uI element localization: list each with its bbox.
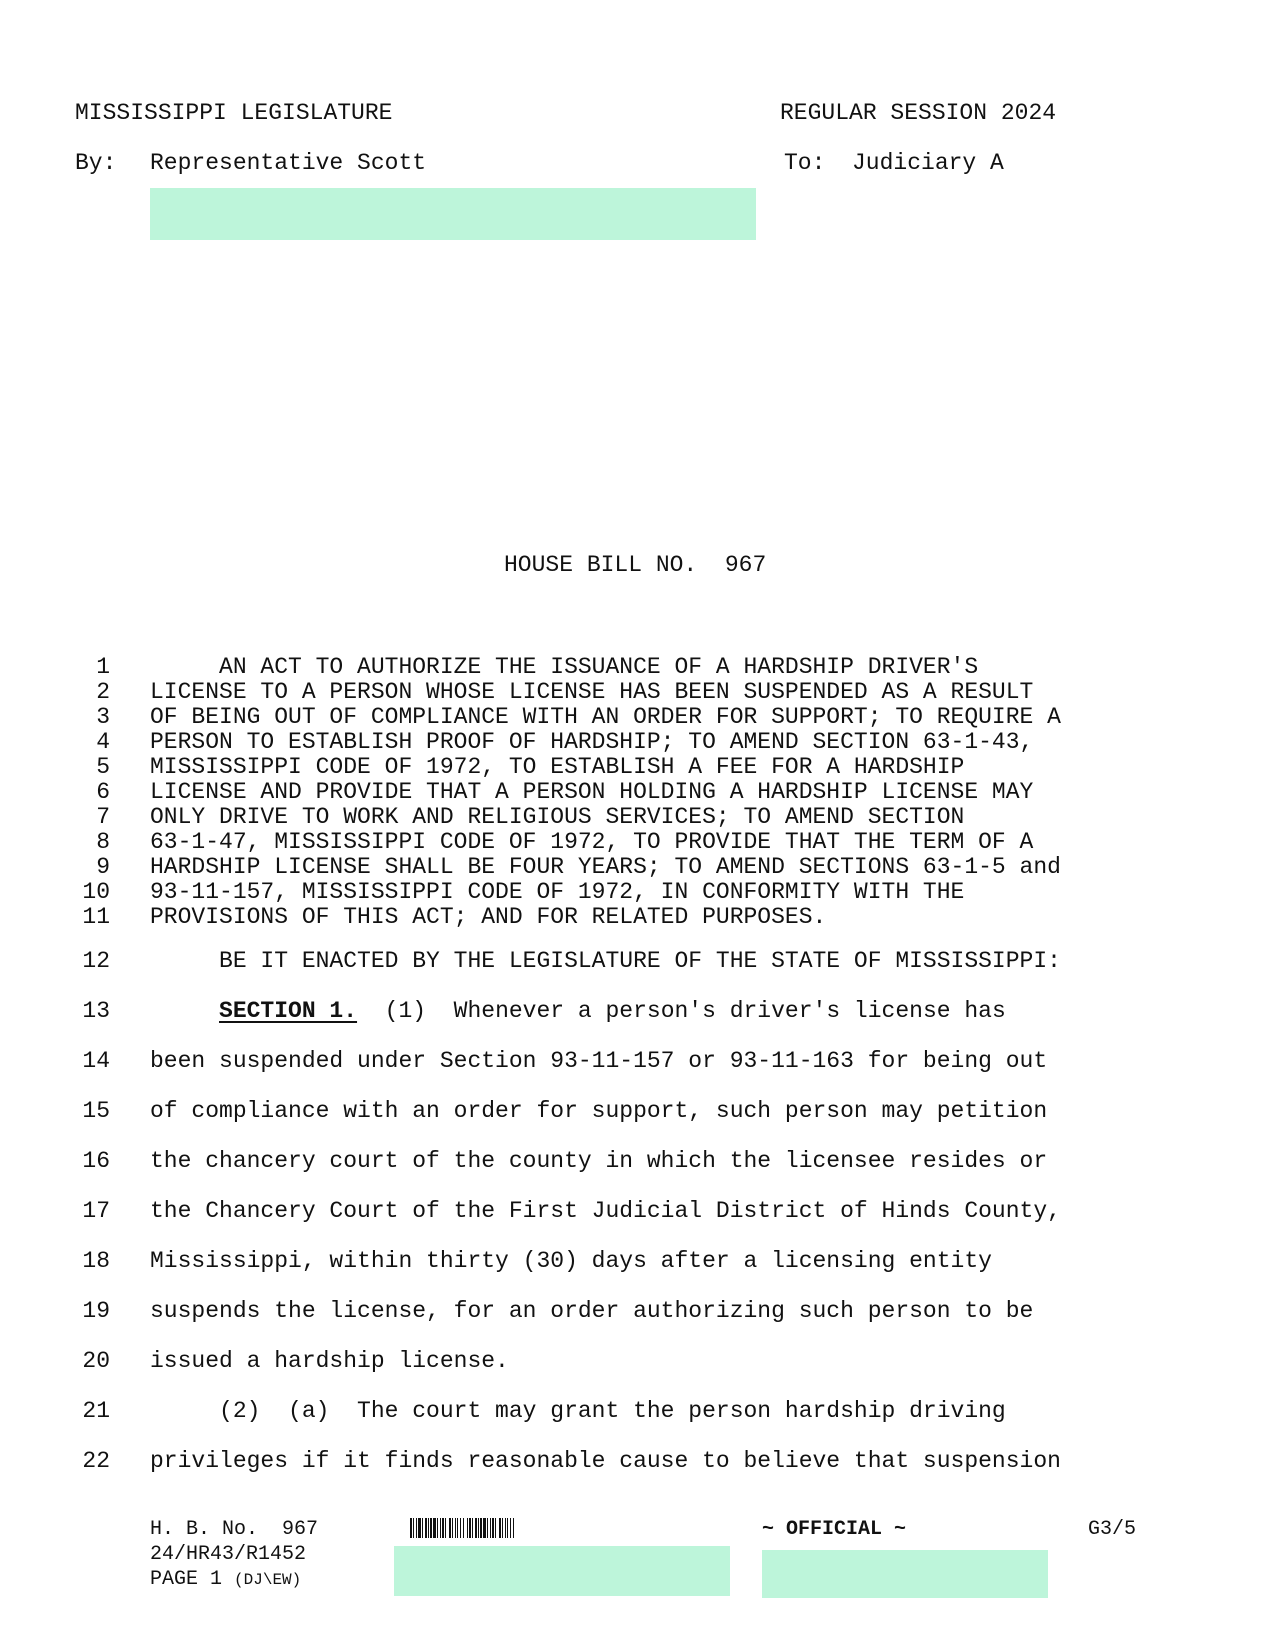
line-text: 93-11-157, MISSISSIPPI CODE OF 1972, IN CONFORMITY WITH THE bbox=[150, 879, 965, 905]
sponsor-name: Representative Scott bbox=[150, 150, 427, 176]
barcode-bar bbox=[502, 1518, 503, 1538]
line-number: 3 bbox=[96, 704, 110, 730]
line-text: privileges if it finds reasonable cause to believe that suspension bbox=[150, 1448, 1061, 1474]
footer-page-number: PAGE 1 bbox=[150, 1568, 223, 1591]
line-number: 16 bbox=[82, 1148, 110, 1174]
line-number: 13 bbox=[82, 998, 110, 1024]
line-number: 7 bbox=[96, 804, 110, 830]
line-number: 10 bbox=[82, 879, 110, 905]
session-label: REGULAR SESSION 2024 bbox=[780, 100, 1057, 126]
barcode-bar bbox=[445, 1518, 446, 1538]
line-body: (1) Whenever a person's driver's license has bbox=[357, 998, 1006, 1024]
line-number: 6 bbox=[96, 779, 110, 805]
barcode-bar bbox=[480, 1518, 482, 1538]
line-number: 17 bbox=[82, 1198, 110, 1224]
line-number: 22 bbox=[82, 1448, 110, 1474]
barcode-bar bbox=[418, 1518, 421, 1538]
barcode-bar bbox=[483, 1518, 486, 1538]
legislature-name: MISSISSIPPI LEGISLATURE bbox=[75, 100, 393, 126]
line-text: LICENSE AND PROVIDE THAT A PERSON HOLDING A HARDSHIP LICENSE MAY bbox=[150, 779, 1034, 805]
line-number: 5 bbox=[96, 754, 110, 780]
committee-name: Judiciary A bbox=[852, 150, 1004, 176]
line-text: HARDSHIP LICENSE SHALL BE FOUR YEARS; TO AMEND SECTIONS 63-1-5 and bbox=[150, 854, 1061, 880]
barcode-bar bbox=[422, 1518, 423, 1538]
barcode-bar bbox=[416, 1518, 417, 1538]
line-number: 9 bbox=[96, 854, 110, 880]
by-label: By: bbox=[75, 150, 117, 176]
line-number: 8 bbox=[96, 829, 110, 855]
redaction-block bbox=[394, 1546, 730, 1596]
line-text: BE IT ENACTED BY THE LEGISLATURE OF THE STATE OF MISSISSIPPI: bbox=[150, 948, 1061, 974]
barcode-bar bbox=[460, 1518, 461, 1538]
barcode-bar bbox=[495, 1518, 496, 1538]
footer-code: 24/HR43/R1452 bbox=[150, 1543, 307, 1566]
line-text: the chancery court of the county in which the licensee resides or bbox=[150, 1148, 1048, 1174]
line-text: of compliance with an order for support, such person may petition bbox=[150, 1098, 1048, 1124]
barcode-bar bbox=[510, 1518, 511, 1538]
barcode-bar bbox=[475, 1518, 477, 1538]
barcode-bar bbox=[487, 1518, 488, 1538]
to-label: To: bbox=[784, 150, 826, 176]
barcode-bar bbox=[452, 1518, 453, 1538]
line-number: 1 bbox=[96, 654, 110, 680]
barcode-bar bbox=[490, 1518, 491, 1538]
footer-page bbox=[150, 1568, 301, 1591]
barcode-bar bbox=[449, 1518, 451, 1538]
line-text: 63-1-47, MISSISSIPPI CODE OF 1972, TO PROVIDE THAT THE TERM OF A bbox=[150, 829, 1034, 855]
bill-title: HOUSE BILL NO. 967 bbox=[504, 552, 767, 578]
line-number: 19 bbox=[82, 1298, 110, 1324]
line-text: MISSISSIPPI CODE OF 1972, TO ESTABLISH A FEE FOR A HARDSHIP bbox=[150, 754, 965, 780]
line-text: ONLY DRIVE TO WORK AND RELIGIOUS SERVICES; TO AMEND SECTION bbox=[150, 804, 965, 830]
barcode-bar bbox=[513, 1518, 514, 1538]
barcode-bar bbox=[410, 1518, 412, 1538]
barcode-bar bbox=[430, 1518, 432, 1538]
line-text: (2) (a) The court may grant the person hardship driving bbox=[150, 1398, 1006, 1424]
line-number: 15 bbox=[82, 1098, 110, 1124]
line-number: 21 bbox=[82, 1398, 110, 1424]
redaction-block bbox=[150, 188, 756, 240]
barcode-bar bbox=[428, 1518, 429, 1538]
barcode-bar bbox=[507, 1518, 508, 1538]
line-number: 11 bbox=[82, 904, 110, 930]
line-indent bbox=[150, 998, 219, 1024]
line-number: 12 bbox=[82, 948, 110, 974]
barcode-bar bbox=[463, 1518, 464, 1538]
line-text: PERSON TO ESTABLISH PROOF OF HARDSHIP; TO AMEND SECTION 63-1-43, bbox=[150, 729, 1034, 755]
line-number: 4 bbox=[96, 729, 110, 755]
line-number: 2 bbox=[96, 679, 110, 705]
barcode-bar bbox=[455, 1518, 456, 1538]
line-text: PROVISIONS OF THIS ACT; AND FOR RELATED PURPOSES. bbox=[150, 904, 827, 930]
official-label: ~ OFFICIAL ~ bbox=[762, 1518, 907, 1541]
line-text: Mississippi, within thirty (30) days after a licensing entity bbox=[150, 1248, 992, 1274]
barcode-bar bbox=[413, 1518, 414, 1538]
footer-ref: G3/5 bbox=[1088, 1518, 1137, 1541]
barcode-bar bbox=[505, 1518, 506, 1538]
barcode-bar bbox=[492, 1518, 494, 1538]
section-heading: SECTION 1. bbox=[219, 998, 358, 1024]
barcode-bar bbox=[437, 1518, 438, 1538]
barcode-bar bbox=[457, 1518, 458, 1538]
barcode-bar bbox=[433, 1518, 436, 1538]
barcode-image bbox=[410, 1518, 610, 1538]
barcode-bar bbox=[472, 1518, 473, 1538]
line-number: 18 bbox=[82, 1248, 110, 1274]
line-text: the Chancery Court of the First Judicial District of Hinds County, bbox=[150, 1198, 1061, 1224]
line-text: OF BEING OUT OF COMPLIANCE WITH AN ORDER FOR SUPPORT; TO REQUIRE A bbox=[150, 704, 1061, 730]
barcode-bar bbox=[442, 1518, 444, 1538]
barcode-bar bbox=[467, 1518, 468, 1538]
barcode-bar bbox=[478, 1518, 479, 1538]
footer-bill-no: H. B. No. 967 bbox=[150, 1518, 319, 1541]
line-number: 20 bbox=[82, 1348, 110, 1374]
line-text bbox=[150, 998, 1006, 1024]
line-number: 14 bbox=[82, 1048, 110, 1074]
barcode-bar bbox=[425, 1518, 427, 1538]
line-text: AN ACT TO AUTHORIZE THE ISSUANCE OF A HARDSHIP DRIVER'S bbox=[150, 654, 979, 680]
barcode-bar bbox=[469, 1518, 471, 1538]
line-text: been suspended under Section 93-11-157 or 93-11-163 for being out bbox=[150, 1048, 1048, 1074]
barcode-bar bbox=[499, 1518, 501, 1538]
barcode-bar bbox=[440, 1518, 441, 1538]
line-text: LICENSE TO A PERSON WHOSE LICENSE HAS BEEN SUSPENDED AS A RESULT bbox=[150, 679, 1034, 705]
redaction-block bbox=[762, 1550, 1048, 1598]
line-text: issued a hardship license. bbox=[150, 1348, 509, 1374]
line-text: suspends the license, for an order authorizing such person to be bbox=[150, 1298, 1034, 1324]
footer-initials: (DJ\EW) bbox=[234, 1571, 302, 1589]
